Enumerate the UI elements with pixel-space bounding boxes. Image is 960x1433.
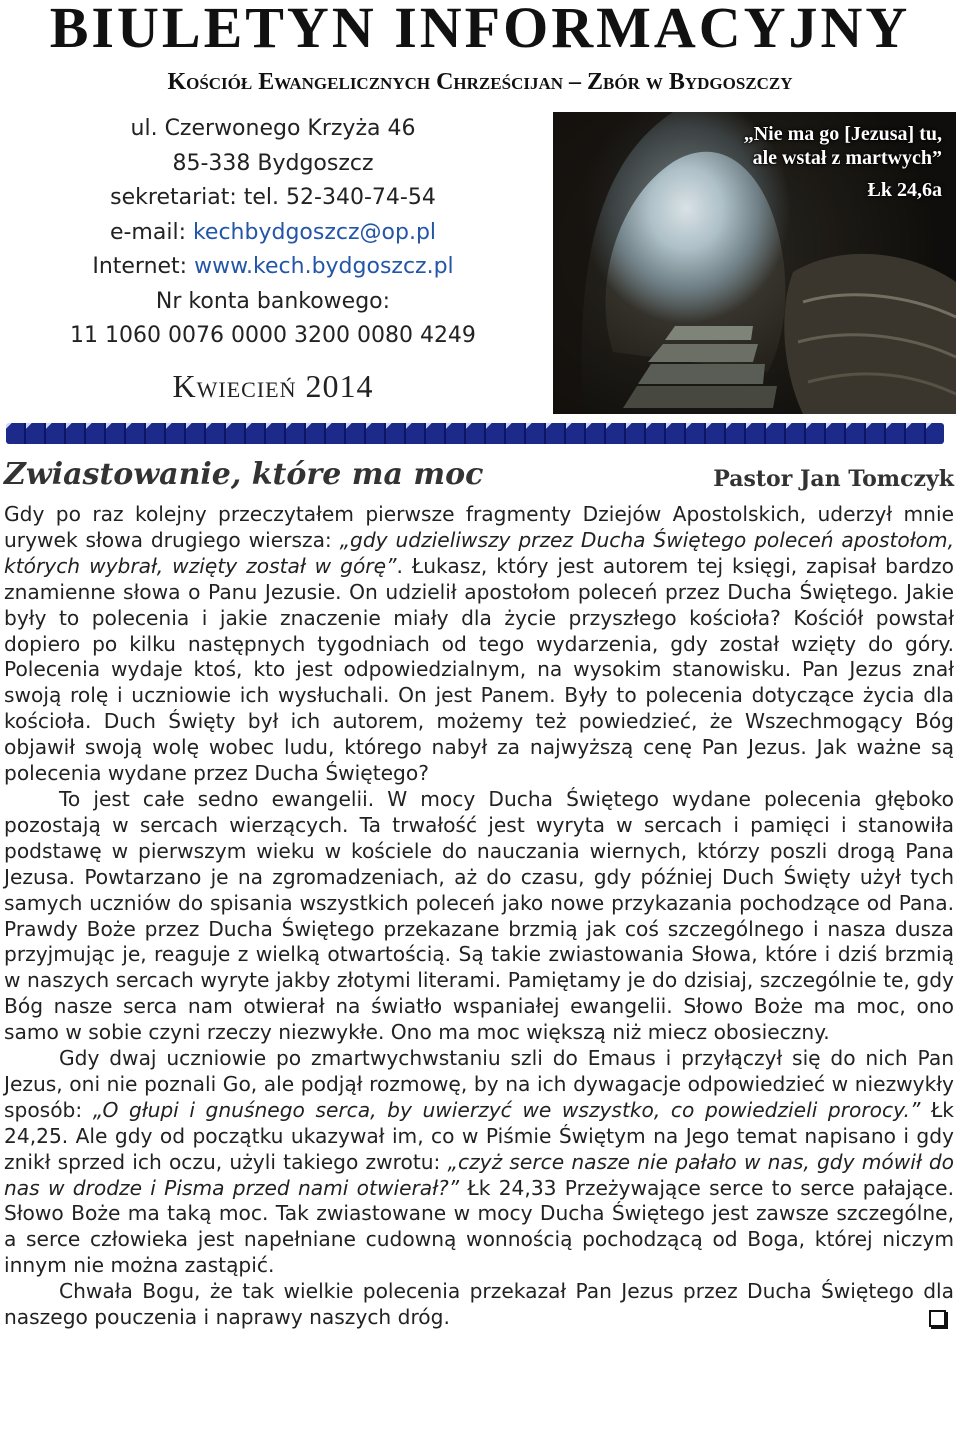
- quote-reference: Łk 24,6a: [867, 179, 942, 201]
- city: 85-338 Bydgoszcz: [172, 150, 374, 176]
- account-number: 11 1060 0076 0000 3200 0080 4249: [70, 323, 476, 348]
- quote-line-2: ale wstał z martwych”: [752, 147, 942, 169]
- paragraph-1: [4, 502, 954, 787]
- article-title: Zwiastowanie, które ma moc: [4, 457, 484, 492]
- web-label: Internet:: [92, 254, 195, 279]
- p1-quote: „gdy udzieliwszy przez Ducha Świętego poleceń apostołom, których wybrał, wzięty został w górę”: [4, 527, 954, 578]
- p3-text-b: Łk 24,25. Ale gdy od początku ukazywał im, co w Piśmie Świętym na Jego temat napisano i gdy znikł sprzed ich oczu, użyli takiego zwrotu:: [4, 1097, 954, 1174]
- phone: sekretariat: tel. 52-340-74-54: [110, 185, 436, 210]
- p4-text: Chwała Bogu, że tak wielkie polecenia przekazał Pan Jezus przez Ducha Świętego dla naszego pouczenia i naprawy naszych dróg.: [4, 1279, 954, 1330]
- email-label: e-mail:: [109, 219, 193, 245]
- quote-line-1: „Nie ma go [Jezusa] tu,: [743, 123, 942, 145]
- empty-tomb-image: [553, 112, 956, 414]
- easter-quote: [744, 122, 942, 202]
- article-author: Pastor Jan Tomczyk: [713, 466, 954, 492]
- article-body: [4, 502, 954, 1331]
- paragraph-2: To jest całe sedno ewangelii. W mocy Ducha Świętego wydane polecenia głęboko pozostają w sercach wierzących. Ta trwałość jest wyryta w sercach i pamięci i stanowiła podstawę w pierwszym wieku w kościele do nauczania wiernych, którzy poszli drogą Pana Jezusa. Powtarzano je na zgromadzeniach, aż do czasu, gdy później Duch Święty użył tych samych uczniów do spisania wszystkich poleceń jako nowe przykazania pochodzące od Pana. Prawdy Boże przez Ducha Świętego przekazane brzmią jak coś szczególnego i nasza dusza przyjmując je, reaguje z wielką otwartością. Są takie zwiastowania Słowa, które i dziś brzmią w naszych sercach wyryte jakby złotymi literami. Pamiętamy je do dzisiaj, szczególnie te, gdy Bóg nasze serca nam otwierał na światło wspaniałej ewangelii. Słowo Boże ma moc, ono samo w sobie czyni rzeczy niezwykłe. Ono ma moc większą niż miecz obosieczny.: [4, 786, 954, 1045]
- email-link[interactable]: kechbydgoszcz@op.pl: [192, 219, 437, 245]
- p1-text-b: . Łukasz, który jest autorem tej księgi, zapisał bardzo znamienne słowa o Panu Jezusie. On udzielił apostołom poleceń przez Ducha Świętego. Jakie były to polecenia i jakie znaczenie miały dla życie przyszłego kościoła? Kościół powstał dopiero po kilku następnych tygodniach od tego wydarzenia, gdy został wzięty do góry. Polecenia wydaje ktoś, kto jest odpowiedzialnym, na wysokim stanowisku. Pan Jezus znał swoją rolę i uczniowie ich wysłuchali. On jest Panem. Były to polecenia dotyczące życia dla kościoła. Duch Święty był ich autorem, możemy też powiedzieć, że Wszechmogący Bóg objawił swoją wolę wobec ludu, którego nabył za najwyższą cenę Pan Jezus. Jak ważne są polecenia wydane przez Ducha Świętego?: [4, 553, 954, 786]
- p3-text-a: Gdy dwaj uczniowie po zmartwychwstaniu szli do Emaus i przyłączył się do nich Pan Jezus, oni nie poznali Go, ale podjął rozmowę, by na ich dywagacje odpowiedzieć w niezwykły sposób:: [4, 1046, 954, 1122]
- decorative-divider-tiles: [6, 423, 944, 444]
- contact-block: [18, 112, 528, 354]
- p3-text-c: Łk 24,33 Przeżywające serce to serce pałające. Słowo Boże ma taką moc. Tak zwiastowane w mocy Ducha Świętego jest zawsze szczególne, a serce człowieka jest napełniane cudowną wonnością pochodzącą od Boga, której niczym innym nie można zastąpić.: [4, 1175, 954, 1278]
- paragraph-3: [4, 1046, 954, 1279]
- email-line: [18, 216, 528, 251]
- p3-quote-2: „czyż serce nasze nie pałało w nas, gdy mówił do nas w drodze i Pisma przed nami otwierał?”: [4, 1149, 954, 1200]
- p3-quote-1: „O głupi i gnuśnego serca, by uwierzyć we wszystko, co powiedzieli prorocy.”: [92, 1097, 921, 1122]
- newsletter-title: BIULETYN INFORMACYJNY: [49, 0, 911, 60]
- web-link[interactable]: www.kech.bydgoszcz.pl: [194, 254, 454, 279]
- web-line: [18, 250, 528, 285]
- issue-month: Kwiecień 2014: [172, 368, 374, 404]
- end-mark-icon: [929, 1310, 946, 1327]
- account-label: Nr konta bankowego:: [155, 288, 391, 314]
- church-name: Kościół Ewangelicznych Chrześcijan – Zbór w Bydgoszczy: [167, 69, 793, 95]
- paragraph-4: [4, 1279, 954, 1331]
- p1-text-a: Gdy po raz kolejny przeczytałem pierwsze fragmenty Dziejów Apostolskich, uderzył mnie urywek słowa drugiego wiersza:: [4, 502, 954, 552]
- address: ul. Czerwonego Krzyża 46: [130, 116, 416, 141]
